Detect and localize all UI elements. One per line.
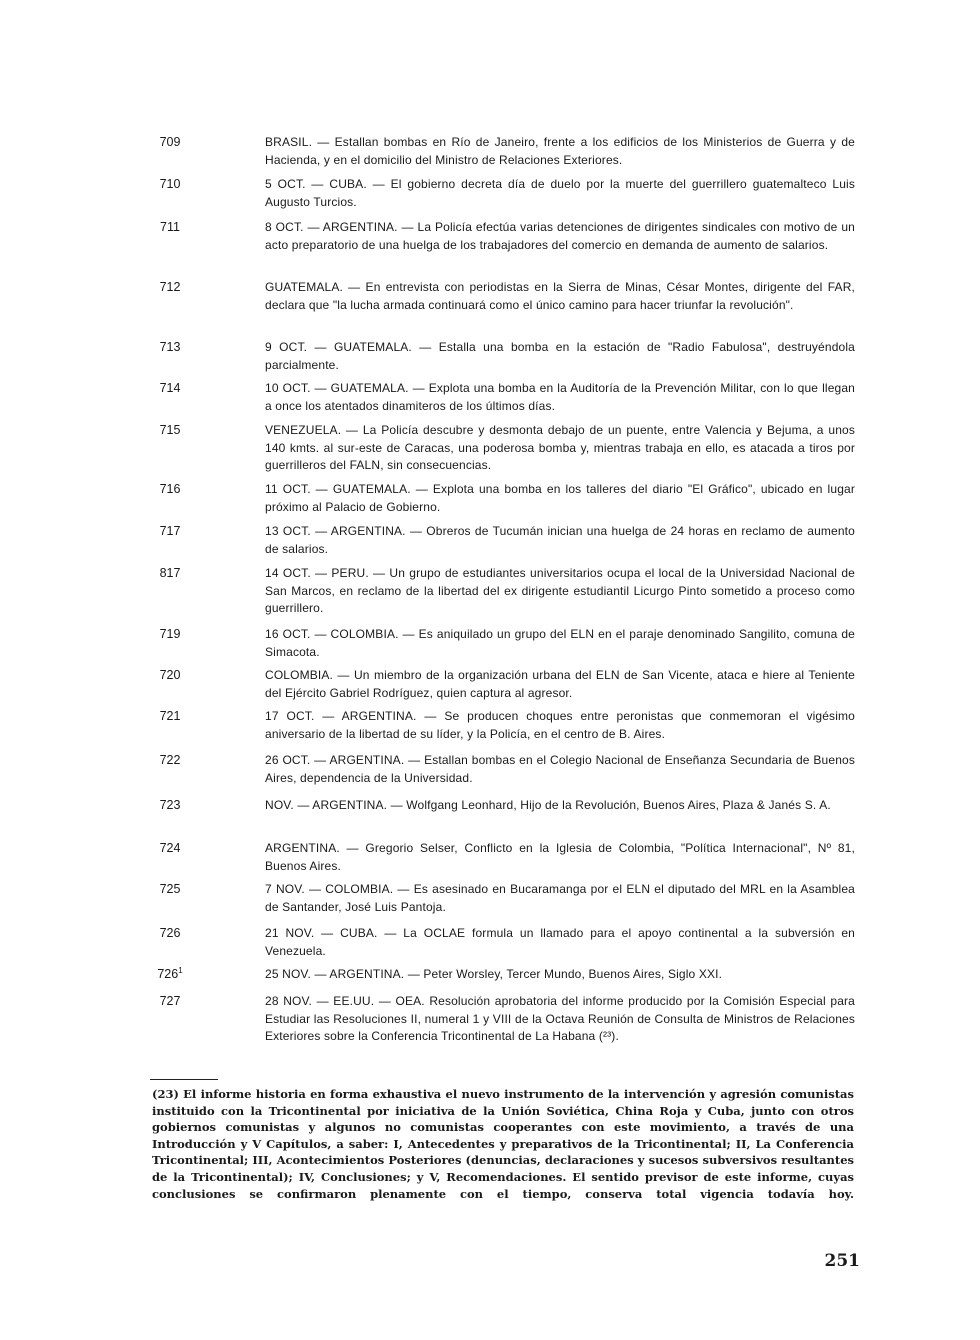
entry-number: 709 [159, 135, 181, 149]
entry-number: 715 [159, 423, 181, 437]
entry-text: 14 OCT. — PERU. — Un grupo de estudiantes universitarios ocupa el local de la Universidad Nacional de San Marcos, en reclamo de la libertad del ex dirigente estudiantil Licurgo Pinto sometido a proceso como guerrillero. [265, 566, 855, 615]
entry-text: 11 OCT. — GUATEMALA. — Explota una bomba en los talleres del diario "El Gráfico", ubicado en lugar próximo al Palacio de Gobierno. [265, 482, 855, 514]
entry-number: 714 [159, 381, 181, 395]
footnote [152, 1086, 854, 1202]
entry-text: 25 NOV. — ARGENTINA. — Peter Worsley, Tercer Mundo, Buenos Aires, Siglo XXI. [265, 967, 723, 981]
entry-text: GUATEMALA. — En entrevista con periodistas en la Sierra de Minas, César Montes, dirigente del FAR, declara que "la lucha armada continuará como el único camino para hacer triunfar la revolución". [265, 280, 855, 312]
entry-number: 725 [159, 882, 181, 896]
entry-number: 712 [159, 280, 181, 294]
footnote-marker: (23) [152, 1087, 179, 1101]
entry-number: 716 [159, 482, 181, 496]
entry-text: 16 OCT. — COLOMBIA. — Es aniquilado un grupo del ELN en el paraje denominado Sangilito, comuna de Simacota. [265, 627, 855, 659]
entry-text: 9 OCT. — GUATEMALA. — Estalla una bomba en la estación de "Radio Fabulosa", destruyéndola parcialmente. [265, 340, 855, 372]
entry-number: 721 [159, 709, 181, 723]
entry-text: ARGENTINA. — Gregorio Selser, Conflicto en la Iglesia de Colombia, "Política Internacional", Nº 81, Buenos Aires. [265, 841, 855, 873]
entry-number: 723 [159, 798, 181, 812]
entry-text: BRASIL. — Estallan bombas en Río de Janeiro, frente a los edificios de los Ministerios de Guerra y de Hacienda, y en el domicilio del Ministro de Relaciones Exteriores. [265, 135, 855, 167]
entry-number: 717 [159, 524, 181, 538]
footnote-text: El informe historia en forma exhaustiva el nuevo instrumento de la intervención y agresión comunistas instituido con la Tricontinental por iniciativa de la Unión Soviética, China Roja y Cuba, junto con otros gobiernos comunistas y algunos no comunistas cooperantes con este movimiento, a través de una Introducción y V Capítulos, a saber: I, Antecedentes y preparativos de la Tricontinental; II, La Conferencia Tricontinental; III, Acontecimientos Posteriores (denuncias, declaraciones y sucesos subversivos resultantes de la Tricontinental); IV, Conclusiones; y V, Recomendaciones. El sentido previsor de este informe, cuyas conclusiones se confirmaron plenamente con el tiempo, conserva total vigencia todavía hoy. [152, 1087, 854, 1201]
entry-text: 28 NOV. — EE.UU. — OEA. Resolución aprobatoria del informe producido por la Comisión Especial para Estudiar las Resoluciones II, numeral 1 y VIII de la Octava Reunión de Consulta de Ministros de Relaciones Exteriores sobre la Conferencia Tricontinental de La Habana (²³). [265, 994, 855, 1043]
footnote-divider [150, 1079, 218, 1080]
entry-number: 727 [159, 994, 181, 1008]
entry-text: 17 OCT. — ARGENTINA. — Se producen choques entre peronistas que conmemoran el vigésimo aniversario de la libertad de su líder, y la Policía, en el centro de B. Aires. [265, 709, 855, 741]
entry-text: 26 OCT. — ARGENTINA. — Estallan bombas en el Colegio Nacional de Enseñanza Secundaria de Buenos Aires, dependencia de la Universidad. [265, 753, 855, 785]
page-number: 251 [824, 1251, 860, 1271]
entry-text: 7 NOV. — COLOMBIA. — Es asesinado en Bucaramanga por el ELN el diputado del MRL en la Asamblea de Santander, José Luis Pantoja. [265, 882, 855, 914]
entry-number: $726^1$ [157, 965, 183, 981]
entry-number: 724 [159, 841, 181, 855]
entry-number-superscript: 1 [178, 965, 183, 975]
entry-text: 8 OCT. — ARGENTINA. — La Policía efectúa varias detenciones de dirigentes sindicales con motivo de un acto preparatorio de una huelga de los trabajadores del comercio en demanda de aumento de salarios. [265, 220, 855, 252]
entry-text: 5 OCT. — CUBA. — El gobierno decreta día de duelo por la muerte del guerrillero guatemalteco Luis Augusto Turcios. [265, 177, 855, 209]
entry-number: 710 [159, 177, 181, 191]
entry-text: 21 NOV. — CUBA. — La OCLAE formula un llamado para el apoyo continental a la subversión en Venezuela. [265, 926, 855, 958]
entry-number: 719 [159, 627, 181, 641]
entry-text: NOV. — ARGENTINA. — Wolfgang Leonhard, Hijo de la Revolución, Buenos Aires, Plaza & Janés S. A. [265, 798, 831, 812]
entry-text: VENEZUELA. — La Policía descubre y desmonta debajo de un puente, entre Valencia y Bejuma, a unos 140 kmts. al sur-este de Caracas, una poderosa bomba y, mientras trabaja en ello, es atacada a tiros por guerrilleros del FALN, sin consecuencias. [265, 423, 855, 472]
entry-number: 720 [159, 668, 181, 682]
entry-number: 722 [159, 753, 181, 767]
entry-text: 10 OCT. — GUATEMALA. — Explota una bomba en la Auditoría de la Prevención Militar, con lo que llegan a once los atentados dinamiteros de los últimos días. [265, 381, 855, 413]
entry-number: 711 [160, 220, 180, 234]
entry-number: 713 [159, 340, 181, 354]
entry-number: 817 [159, 566, 181, 580]
entry-number: 726 [159, 926, 181, 940]
entry-text: COLOMBIA. — Un miembro de la organización urbana del ELN de San Vicente, ataca e hiere al Teniente del Ejército Gabriel Rodríguez, quien captura al agresor. [265, 668, 855, 700]
entry-text: 13 OCT. — ARGENTINA. — Obreros de Tucumán inician una huelga de 24 horas en reclamo de aumento de salarios. [265, 524, 855, 556]
